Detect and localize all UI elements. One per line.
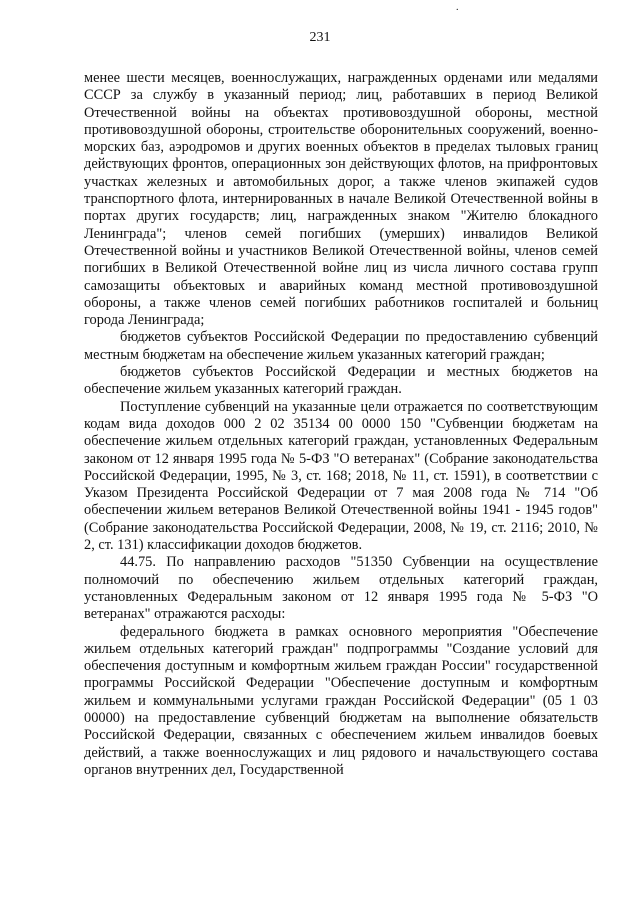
paragraph-continuation: менее шести месяцев, военнослужащих, награжденных орденами или медалями СССР за службу в указанный период; лиц, работавших в период Великой Отечественной войны на объектах противовоздушной обороны, местной противовоздушной обороны, строительстве оборонительных сооружений, военно-морских баз, аэродромов и других военных объектов в пределах тыловых границ действующих фронтов, операционных зон действующих флотов, на прифронтовых участках железных и автомобильных дорог, а также членов экипажей судов транспортного флота, интернированных в начале Великой Отечественной войны в портах других государств; лиц, награжденных знаком "Жителю блокадного Ленинграда"; членов семей погибших (умерших) инвалидов Великой Отечественной войны и участников Великой Отечественной войны, членов семей погибших в Великой Отечественной войне лиц из числа личного состава групп самозащиты объектовых и аварийных команд местной противовоздушной обороны, а также членов семей погибших работников госпиталей и больниц города Ленинграда; (84, 70, 598, 329)
page-number: 231 (309, 30, 331, 45)
paragraph-federal-budget: федерального бюджета в рамках основного мероприятия "Обеспечение жильем отдельных категорий граждан" подпрограммы "Создание условий для обеспечения доступным и комфортным жильем граждан России" государственной программы Российской Федерации "Обеспечение доступным и комфортным жильем и коммунальными услугами граждан Российской Федерации" (05 1 03 00000) на предоставление субвенций бюджетам на выполнение обязательств Российской Федерации, связанных с обеспечением жильем инвалидов боевых действий, а также военнослужащих и лиц рядового и начальствующего состава органов внутренних дел, Государственной (84, 623, 598, 778)
paragraph-section-44-75: 44.75. По направлению расходов "51350 Субвенции на осуществление полномочий по обеспечению жильем отдельных категорий граждан, установленных Федеральным законом от 12 января 1995 года № 5-ФЗ "О ветеранах" отражаются расходы: (84, 554, 598, 623)
paragraph-regional-and-local-budgets: бюджетов субъектов Российской Федерации и местных бюджетов на обеспечение жильем указанных категорий граждан. (84, 364, 598, 398)
paragraph-subvention-income-codes: Поступление субвенций на указанные цели отражается по соответствующим кодам вида доходов 000 2 02 35134 00 0000 150 "Субвенции бюджетам на обеспечение жильем отдельных категорий граждан, установленных Федеральным законом от 12 января 1995 года № 5-ФЗ "О ветеранах" (Собрание законодательства Российской Федерации, 1995, № 3, ст. 168; 2018, № 11, ст. 1591), в соответствии с Указом Президента Российской Федерации от 7 мая 2008 года № 714 "Об обеспечении жильем ветеранов Великой Отечественной войны 1941 - 1945 годов" (Собрание законодательства Российской Федерации, 2008, № 19, ст. 2116; 2010, № 2, ст. 131) классификации доходов бюджетов. (84, 398, 598, 554)
paragraph-regional-budgets-subventions: бюджетов субъектов Российской Федерации по предоставлению субвенций местным бюджетам на обеспечение жильем указанных категорий граждан; (84, 329, 598, 363)
top-mark: . (456, 2, 459, 13)
document-body (84, 70, 598, 779)
